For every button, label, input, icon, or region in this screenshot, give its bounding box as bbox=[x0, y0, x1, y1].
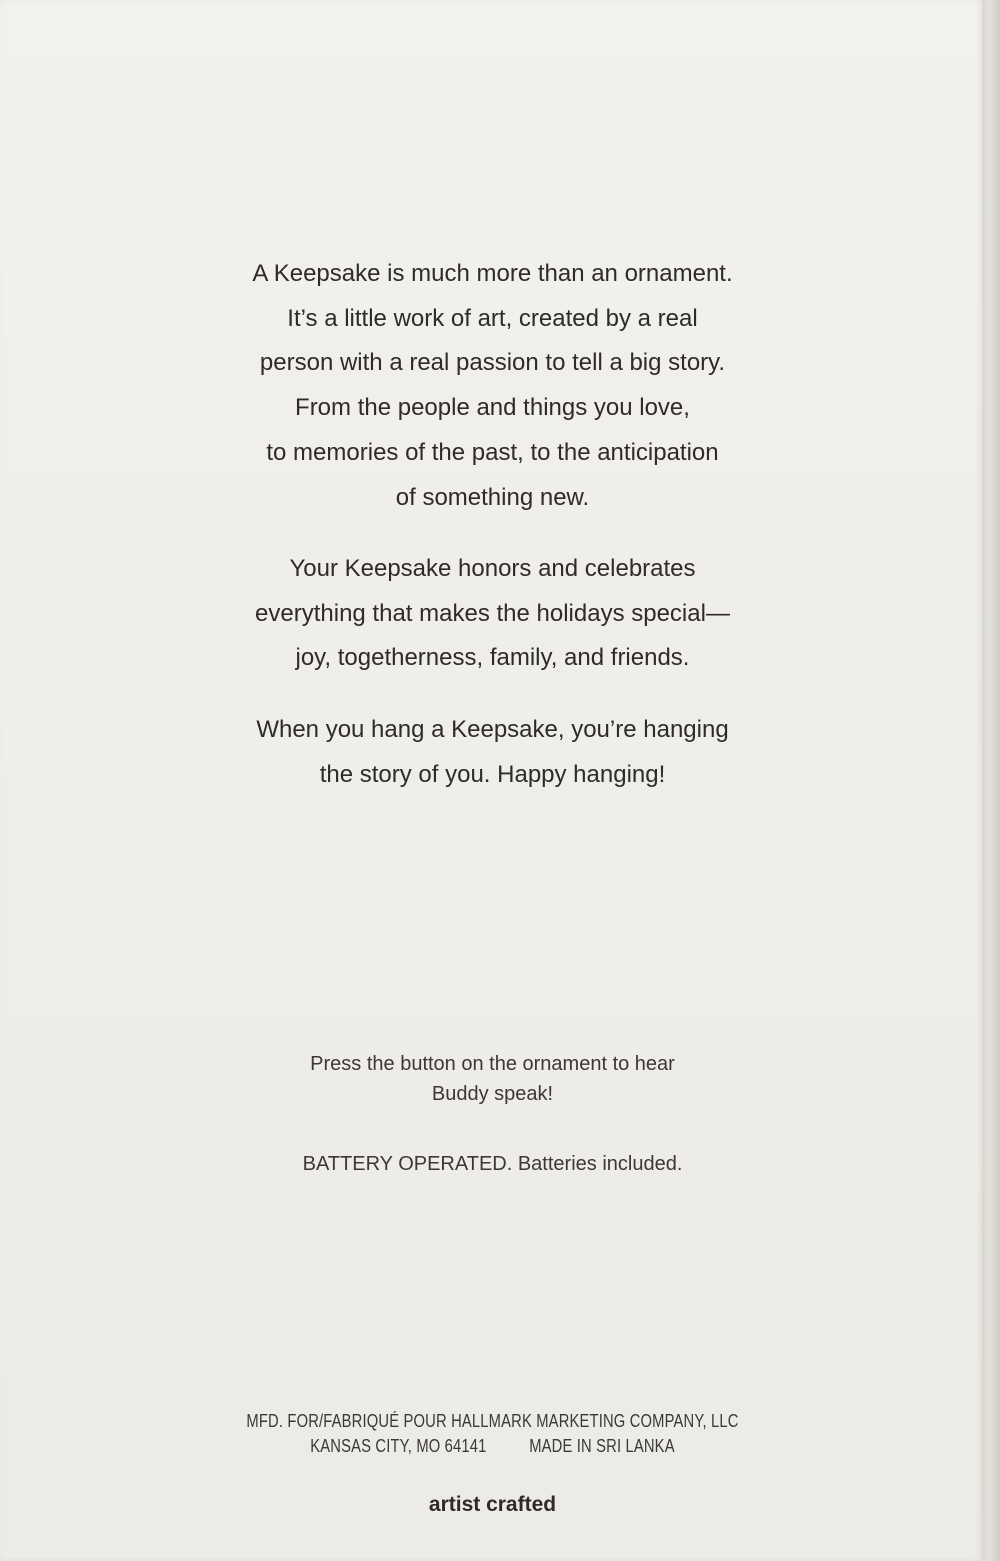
intro-line: It’s a little work of art, created by a real bbox=[287, 304, 698, 332]
manufacturer-info bbox=[203, 1409, 781, 1459]
intro-line: person with a real passion to tell a big story. bbox=[259, 349, 726, 377]
honors-line: joy, togetherness, family, and friends. bbox=[295, 644, 690, 672]
intro-paragraph bbox=[140, 252, 845, 520]
honors-paragraph bbox=[140, 547, 845, 681]
box-edge bbox=[982, 0, 1000, 1561]
closing-paragraph bbox=[140, 708, 845, 797]
instructions-line: Buddy speak! bbox=[431, 1083, 554, 1105]
battery-notice bbox=[140, 1149, 845, 1179]
honors-line: Your Keepsake honors and celebrates bbox=[289, 555, 696, 582]
manufacturer-line: MFD. FOR/FABRIQUÉ POUR HALLMARK MARKETING COMPANY, LLC bbox=[246, 1411, 739, 1431]
intro-line: of something new. bbox=[395, 483, 590, 511]
battery-text: BATTERY OPERATED. Batteries included. bbox=[302, 1153, 683, 1175]
intro-line: A Keepsake is much more than an ornament. bbox=[252, 260, 733, 287]
address-origin-line bbox=[203, 1434, 781, 1459]
instructions-text bbox=[140, 1049, 845, 1109]
closing-line: the story of you. Happy hanging! bbox=[319, 760, 666, 788]
intro-line: From the people and things you love, bbox=[295, 394, 690, 422]
instructions-line: Press the button on the ornament to hear bbox=[310, 1053, 675, 1075]
artist-crafted-label: artist crafted bbox=[428, 1493, 557, 1516]
origin-text: MADE IN SRI LANKA bbox=[529, 1436, 675, 1456]
city-text: KANSAS CITY, MO 64141 bbox=[310, 1436, 487, 1456]
honors-line: everything that makes the holidays special— bbox=[255, 599, 730, 627]
intro-line: to memories of the past, to the anticipation bbox=[266, 438, 719, 466]
closing-line: When you hang a Keepsake, you’re hanging bbox=[256, 716, 729, 743]
